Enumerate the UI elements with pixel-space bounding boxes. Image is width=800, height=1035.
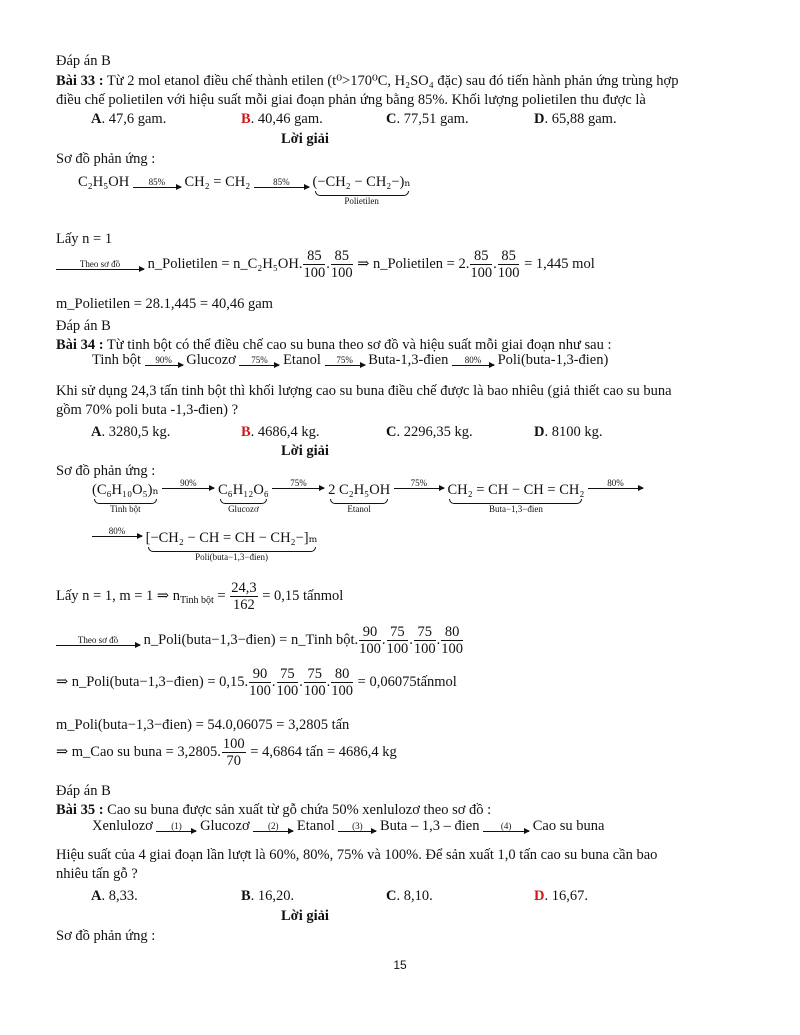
problem-34-line1: Bài 34 : Từ tinh bột có thể điều chế cao su buna theo sơ đồ và hiệu suất mỗi giai đoạn như sau : [56, 337, 612, 353]
scheme-label-35: Sơ đồ phản ứng : [56, 928, 156, 944]
take-nm: Lấy n = 1, m = 1 ⇒ $n_{Tinh bột}$ = $\frac{24,3}{162}$ = 0,15 tấnmol [56, 580, 344, 613]
problem-34-line2: Khi sử dụng 24,3 tấn tinh bột thì khối lượng cao su buna điều chế được là bao nhiêu (giả thiết cao su buna [56, 383, 672, 399]
calc-34-4: ⇒ m_Cao su buna = 3,2805. $\frac{100}{70}$ = 4,6864 tấn = 4686,4 kg [56, 736, 397, 769]
answer-34: Đáp án B [56, 783, 111, 799]
scheme-label: Sơ đồ phản ứng : [56, 151, 156, 167]
problem-35-line1: Bài 35 : Cao su buna được sản xuất từ gỗ chứa 50% xenlulozơ theo sơ đồ : [56, 802, 492, 818]
problem-35-line2: Hiệu suất của 4 giai đoạn lần lượt là 60%, 80%, 75% và 100%. Để sản xuất 1,0 tấn cao su buna cần bao [56, 847, 658, 863]
scheme-34-row1: (C₆H₁₀O₅)ₙ Tinh bột 90% C₆H₁₂O₆ Glucozơ 75% 2 C₂H₅OH Etanol 75% CH₂ = CH − CH = CH₂ Buta−1,3−đien 80% [92, 482, 643, 515]
take-n: Lấy n = 1 [56, 231, 113, 247]
answer-33: Đáp án B [56, 318, 111, 334]
problem-35-line3: nhiêu tấn gỗ ? [56, 866, 138, 882]
scheme-34-row2: 80% [−CH₂ − CH = CH − CH₂−]ₘ Poli(buta−1,3−đien) [92, 530, 318, 563]
problem-33-line2: điều chế polietilen với hiệu suất mỗi giai đoạn phản ứng bằng 85%. Khối lượng polietilen thu được là [56, 92, 646, 108]
page-number: 15 [393, 958, 407, 972]
scheme-33: C₂H₅OH 85% CH₂ = CH₂ 85% (−CH₂ − CH₂−)ₙ Polietilen [78, 174, 411, 206]
problem-33-line1: Bài 33 : Từ 2 mol etanol điều chế thành etilen (t⁰>170⁰C, H₂SO₄ đặc) sau đó tiến hành phản ứng trùng hợp [56, 73, 679, 89]
scheme-35-text: Xenlulozơ (1) Glucozơ (2) Etanol (3) Buta – 1,3 – đien (4) Cao su buna [92, 818, 605, 834]
solution-heading: Lời giải [281, 131, 329, 147]
problem-34-line3: gồm 70% poli buta -1,3-đien) ? [56, 402, 239, 418]
scheme-34-text: Tinh bột 90% Glucozơ 75% Etanol 75% Buta-1,3-đien 80% Poli(buta-1,3-đien) [92, 352, 609, 368]
calc-33: Theo sơ đồ n_Polietilen = n_C₂H₅OH. $\frac{85}{100}$ . $\frac{85}{100}$ ⇒ n_Polietilen = 2. $\frac{85}{100}$ . $\frac{85}{100}$ = 1,445 mol [56, 248, 595, 281]
solution-heading-34: Lời giải [281, 443, 329, 459]
solution-heading-35: Lời giải [281, 908, 329, 924]
mass-33: m_Polietilen = 28.1,445 = 40,46 gam [56, 296, 273, 312]
scheme-label-34: Sơ đồ phản ứng : [56, 463, 156, 479]
calc-34-1: Theo sơ đồ n_Poli(buta−1,3−đien) = n_Tinh bột. $\frac{90}{100}$ . $\frac{75}{100}$ . $\frac{75}{100}$ . $\frac{80}{100}$ [56, 624, 464, 657]
calc-34-3: m_Poli(buta−1,3−đien) = 54.0,06075 = 3,2805 tấn [56, 717, 350, 733]
answer-line: Đáp án B [56, 53, 111, 69]
calc-34-2: ⇒ n_Poli(buta−1,3−đien) = 0,15. $\frac{90}{100}$ . $\frac{75}{100}$ . $\frac{75}{100}$ . $\frac{80}{100}$ = 0,06075tấnmol [56, 666, 457, 699]
